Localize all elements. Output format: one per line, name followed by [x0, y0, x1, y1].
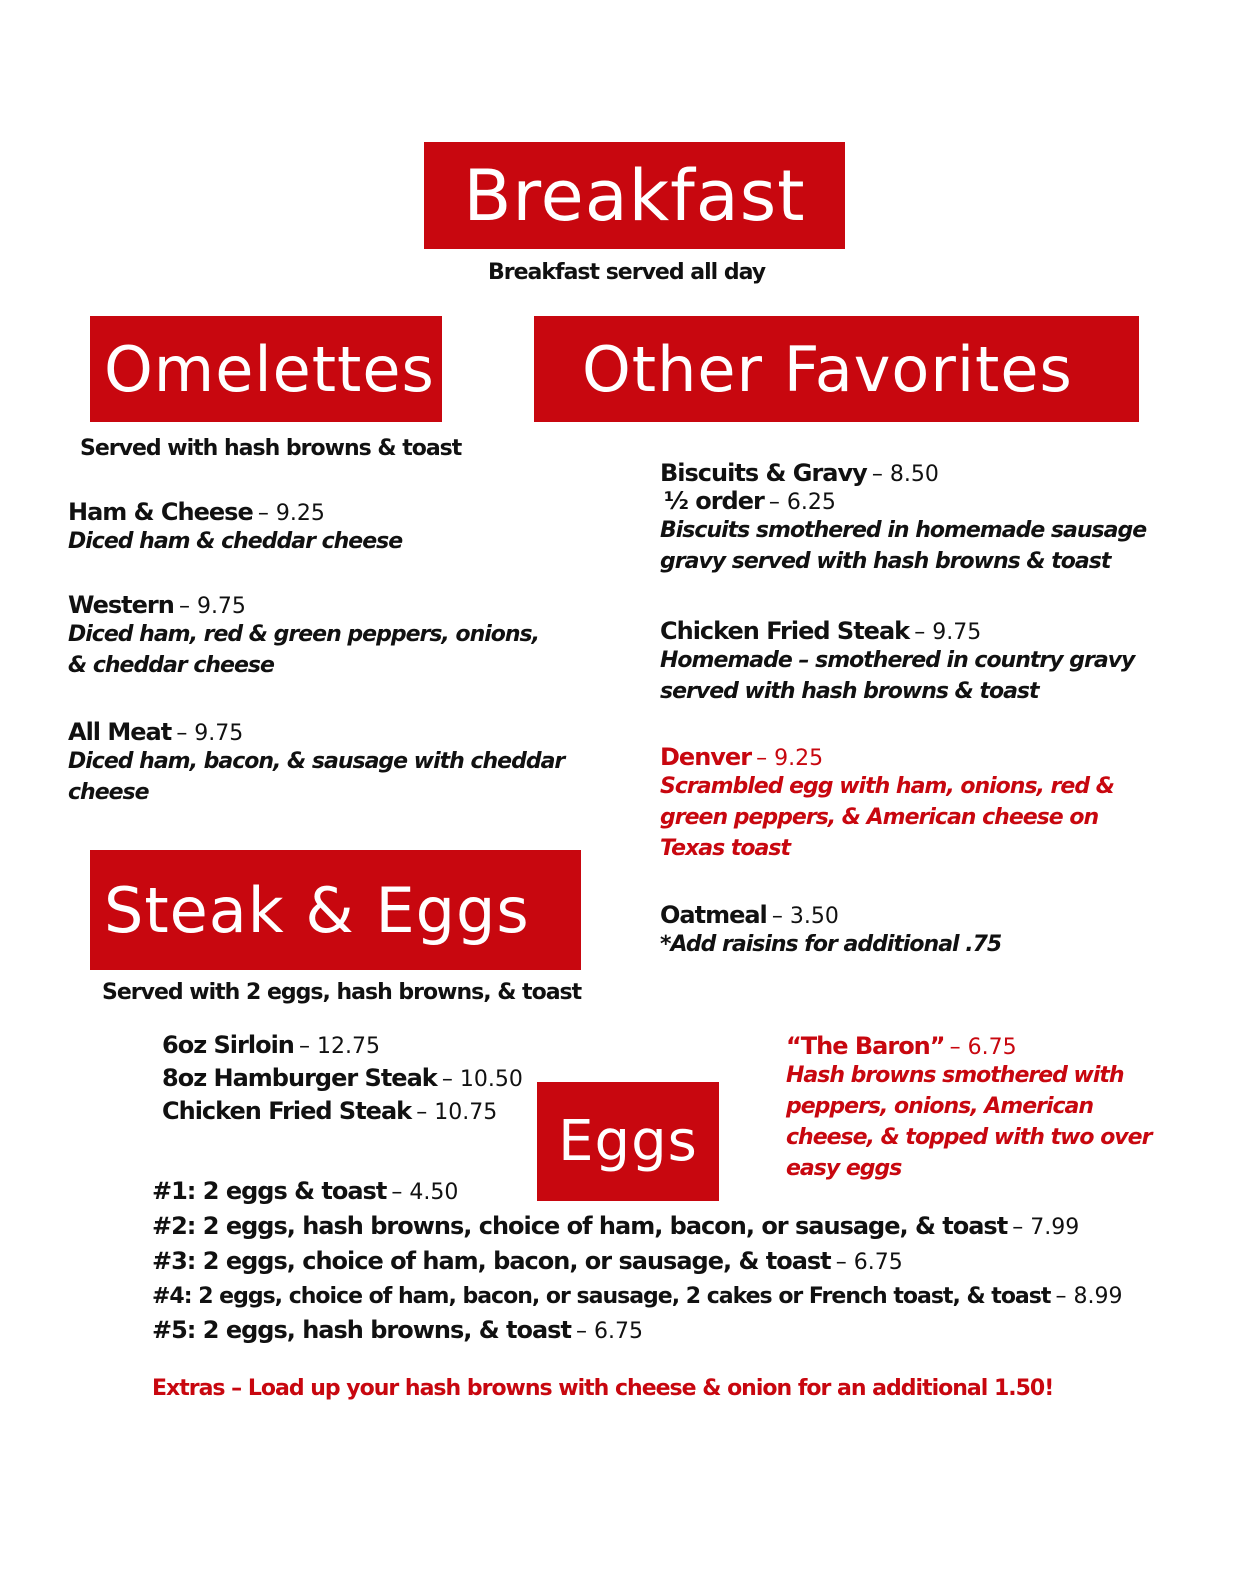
item-price: – 3.50	[771, 904, 839, 929]
item-price: – 6.75	[949, 1035, 1017, 1060]
item-name: Oatmeal	[660, 901, 767, 929]
omelettes-note: Served with hash browns & toast	[80, 436, 462, 461]
steak-eggs-title: Steak & Eggs	[104, 873, 530, 947]
item-description: served with hash browns & toast	[660, 679, 1039, 704]
item-description: Diced ham, red & green peppers, onions,	[68, 622, 539, 647]
item-description: Diced ham & cheddar cheese	[68, 529, 403, 554]
item-description: Diced ham, bacon, & sausage with cheddar	[68, 749, 565, 774]
item-price: – 6.75	[576, 1319, 644, 1344]
list-item	[152, 1210, 1122, 1245]
list-item	[152, 1280, 1122, 1314]
item-description: Hash browns smothered with	[786, 1063, 1124, 1088]
item-price: – 12.75	[298, 1034, 380, 1059]
item-price: – 9.75	[914, 620, 982, 645]
item-description: peppers, onions, American	[786, 1094, 1094, 1119]
item-name: 8oz Hamburger Steak	[162, 1064, 437, 1092]
item-name: 6oz Sirloin	[162, 1031, 294, 1059]
item-name: Denver	[660, 743, 752, 771]
item-name: #2: 2 eggs, hash browns, choice of ham, bacon, or sausage, & toast	[152, 1212, 1008, 1240]
extras-note: Extras – Load up your hash browns with cheese & onion for an additional 1.50!	[152, 1376, 1054, 1401]
menu-item-denver	[660, 743, 1114, 864]
item-name: #3: 2 eggs, choice of ham, bacon, or sausage, & toast	[152, 1247, 831, 1275]
list-item	[152, 1245, 1122, 1280]
list-item	[152, 1175, 1122, 1210]
item-price: – 8.50	[871, 462, 939, 487]
item-name: Western	[68, 591, 174, 619]
item-price: – 10.75	[416, 1100, 498, 1125]
item-name: Ham & Cheese	[68, 498, 253, 526]
menu-item-ham-cheese	[68, 498, 402, 557]
item-price: – 9.75	[176, 721, 244, 746]
eggs-title: Eggs	[558, 1109, 698, 1174]
item-price: – 10.50	[441, 1067, 523, 1092]
item-description: & cheddar cheese	[68, 653, 274, 678]
item-description: Texas toast	[660, 836, 790, 861]
item-price: – 9.25	[756, 746, 824, 771]
steak-list	[162, 1030, 523, 1129]
item-name: #5: 2 eggs, hash browns, & toast	[152, 1316, 571, 1344]
item-price: – 9.25	[257, 501, 325, 526]
item-name: Chicken Fried Steak	[162, 1097, 412, 1125]
eggs-list	[152, 1175, 1122, 1349]
menu-item-all-meat	[68, 718, 564, 808]
half-order-label: ½ order	[664, 487, 764, 515]
menu-item-chicken-fried-steak	[660, 617, 1134, 707]
item-description: Biscuits smothered in homemade sausage	[660, 518, 1147, 543]
list-item	[152, 1314, 1122, 1349]
item-description: cheese	[68, 780, 149, 805]
item-description: cheese, & topped with two over	[786, 1125, 1152, 1150]
breakfast-title-banner	[424, 142, 845, 249]
page-subtitle: Breakfast served all day	[488, 260, 766, 285]
item-price: – 8.99	[1055, 1284, 1123, 1309]
steak-eggs-banner	[90, 850, 581, 970]
item-name: Biscuits & Gravy	[660, 459, 867, 487]
menu-item-western	[68, 591, 539, 681]
item-name: “The Baron”	[786, 1032, 945, 1060]
item-price: – 9.75	[178, 594, 246, 619]
item-name: Chicken Fried Steak	[660, 617, 910, 645]
item-name: #4: 2 eggs, choice of ham, bacon, or sausage, 2 cakes or French toast, & toast	[152, 1284, 1051, 1309]
item-name: #1: 2 eggs & toast	[152, 1177, 387, 1205]
menu-item-oatmeal	[660, 901, 1001, 960]
item-price: – 7.99	[1012, 1215, 1080, 1240]
item-description: Homemade – smothered in country gravy	[660, 648, 1135, 673]
item-description: green peppers, & American cheese on	[660, 805, 1099, 830]
omelettes-title: Omelettes	[104, 332, 435, 406]
item-description: Scrambled egg with ham, onions, red &	[660, 774, 1114, 799]
menu-item-the-baron	[786, 1032, 1151, 1184]
item-description: gravy served with hash browns & toast	[660, 549, 1111, 574]
item-description: *Add raisins for additional .75	[660, 932, 1002, 957]
item-price: – 6.75	[835, 1250, 903, 1275]
item-description: easy eggs	[786, 1156, 902, 1181]
item-name: All Meat	[68, 718, 172, 746]
list-item	[162, 1030, 523, 1063]
page-title: Breakfast	[463, 154, 806, 237]
steak-eggs-note: Served with 2 eggs, hash browns, & toast	[102, 980, 582, 1005]
list-item	[162, 1096, 523, 1129]
list-item	[162, 1063, 523, 1096]
other-favorites-title: Other Favorites	[582, 332, 1073, 406]
other-favorites-banner	[534, 316, 1139, 422]
menu-item-biscuits-gravy	[660, 459, 1146, 577]
omelettes-banner	[90, 316, 442, 422]
item-price: – 4.50	[391, 1180, 459, 1205]
half-order-price: – 6.25	[768, 490, 836, 515]
